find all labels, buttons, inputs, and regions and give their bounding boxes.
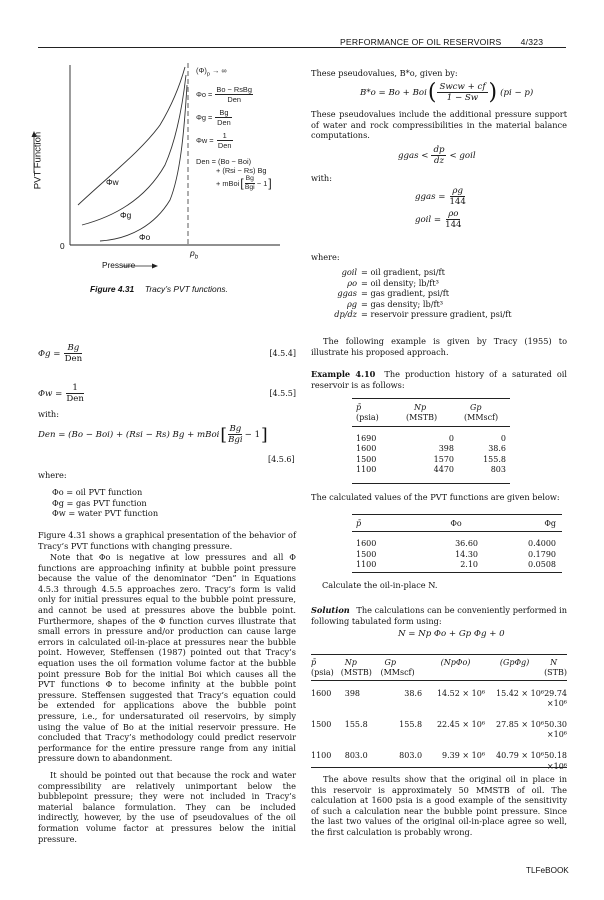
solution-label: Solution [311,605,350,615]
curve-label-w: Φw [106,177,119,187]
table-row: 1100 803.0 803.0 9.39 × 10⁶ 40.79 × 10⁶ 50.18 [311,751,567,761]
footer-brand: TLFeBOOK [526,866,569,875]
table1-bottom-rule [352,483,510,484]
table3-unit-gp: (MMscf) [380,668,415,678]
equation-4-5-5: Φw = 1 Den [4.5.5] [38,383,296,404]
den-annot-2: + (Rsi − Rs) Bg [216,166,267,176]
pseudovalue-equation: B*o = Bo + Boi ( Swcw + cf 1 − Sw ) (pi − p) [360,80,534,105]
table3-header-npphio: (NpΦo) [440,657,471,667]
table2-header-p: p̄ [356,518,362,528]
table3-header-np: Np [344,657,357,667]
table1-header-np: Np [414,402,427,412]
pseudovalues-explanation: These pseudovalues include the additional pressure support of water and rock compressibilities in the material balance computations. [311,109,567,141]
pb-limit-annot: $(\Phi)_p$ → ∞ [196,66,227,78]
header-rule [38,47,566,48]
oil-in-place-table: p̄ Np Gp (NpΦo) (GpΦg) N (psia) (MSTB) (MMscf) (STB) 1600 398 38.6 14.52 × 10⁶ 15.42 × 10⁶ 29.74 ×10⁶ 1500 155.8 155.8 22.45 × 10⁶ 27.85 × 10⁶ 50.30 ×10⁶ 1100 803.0 803.0 9.39 × 10⁶ 40.79 × 10⁶ 50.18 ×10⁶ [311,657,567,771]
curve-label-o: Φo [139,232,151,242]
figure-caption-label: Figure 4.31 [90,284,135,294]
table2-header-phi-g: Φg [544,518,556,528]
den-annot-1: Den = (Bo − Boi) [196,157,252,167]
table3-header-rule [311,680,567,681]
phi-g-annot: Φg = Bg Den [196,108,231,128]
table1-header-rule [352,426,510,427]
def-dpdz: dp/dz = reservoir pressure gradient, psi/ft [334,309,512,320]
table3-header-gpphig: (GpΦg) [499,657,530,667]
phi-w-curve [78,67,185,205]
ggas-equation: ggas = $\frac{\rho g}{144}$ [415,186,466,207]
curve-label-g: Φg [120,210,132,220]
def-phi-w: Φw = water PVT function [52,508,159,519]
def-rho-o: ρo = oil density; lb/ft³ [347,277,439,288]
definitions-list-left [52,487,158,519]
def-ggas: ggas = gas gradient, psi/ft [337,288,450,299]
table-row: 1600 36.60 0.4000 [356,539,556,549]
with-label-right: with: [311,173,332,183]
left-paragraph-2: Note that Φo is negative at low pressures and all Φ functions are approaching infinity at bubble point pressure because the value of the denominator “Den” in Equations 4.5.3 through 4.5.5 approaches zero. Tracy’s form is valid only for initial pressures equal to the bubble point pressure, and cannot be used at pressures above the bubble point. Furthermore, shapes of the Φ function curves illustrate that small errors in pressure and/or production can cause large errors in calculated oil-in-place at pressures near the bubble point. However, Steffensen (1987) pointed out that Tracy’s equation uses the oil formation volume factor at the bubble point pressure Bob for the initial Boi which causes all the PVT functions Φ to become infinity at the bubble point pressure. Steffensen suggested that Tracy’s equation could be extended for applications above the bubble point pressure, i.e., for undersaturated oil reservoirs, by simply using the value of Bo at the initial reservoir pressure. He concluded that Tracy’s methodology could predict reservoir performance for the entire pressure range from any initial pressure down to abandonment. [38,552,296,764]
den-equation: Den = (Bo − Boi) + (Rsi − Rs) Bg + mBoi [ Bg Bgi − 1 ] [38,424,268,445]
table3-header-p: p̄ [311,657,317,667]
pseudovalues-intro: These pseudovalues, B*o, given by: [311,68,458,78]
def-rho-g: ρg = gas density; lb/ft³ [346,298,444,309]
table2-bottom-rule [352,572,562,573]
table3-bottom-rule [311,767,567,768]
table1-unit-np: (MSTB) [406,413,438,423]
following-example-paragraph: The following example is given by Tracy (1955) to illustrate his proposed approach. [311,336,567,357]
table3-unit-np: (MSTB) [340,668,372,678]
table3-unit-p: (psia) [311,668,334,678]
table3-unit-n: (STB) [544,668,567,678]
left-paragraph-3: It should be pointed out that because the rock and water compressibility are relatively unimportant below the bubblepoint pressure; they were not included in Tracy’s material balance formulation. They can be included indirectly, however, by the use of pseudovalues of the oil formation volume factor at pressures below the initial pressure. [38,770,296,844]
table-row: 1600 398 38.6 14.52 × 10⁶ 15.42 × 10⁶ 29.74 [311,688,567,698]
definitions-list-right [311,267,567,320]
table3-header-n: N [550,657,558,667]
def-phi-o: Φo = oil PVT function [52,487,143,497]
x-arrow-icon [152,264,158,269]
table-row: 1500 155.8 155.8 22.45 × 10⁶ 27.85 × 10⁶ 50.30 [311,720,567,730]
left-paragraph-1: Figure 4.31 shows a graphical presentation of the behavior of Tracy’s PVT functions with changing pressure. [38,530,296,551]
table-row: 1690 0 0 [356,433,506,443]
running-title: PERFORMANCE OF OIL RESERVOIRS [340,37,502,47]
solution-equation: N = Np Φo + Gp Φg + 0 [398,629,505,639]
phi-w-annot: Φw = 1 Den [196,131,232,151]
table1-header-p: p̄ [356,402,362,412]
solution-text: The calculations can be conveniently performed in following tabulated form using: [311,605,567,626]
table-row: 1100 4470 803 [356,465,506,475]
figure-caption-text: Tracy’s PVT functions. [144,284,228,294]
table1-header-gp: Gp [470,402,482,412]
table-row: 1500 1570 155.8 [356,454,506,464]
figure-4-31 [30,55,302,300]
equation-4-5-4: Φg = Bg Den [4.5.4] [38,343,296,364]
origin-label: 0 [60,241,65,251]
table2-header-phi-o: Φo [450,518,462,528]
table1-unit-p: (psia) [356,413,379,423]
table1-top-rule [352,398,510,399]
den-annot-3: + mBoi [ Bg Bgi − 1 ] [216,175,272,191]
def-phi-g: Φg = gas PVT function [52,497,147,508]
example-4-10 [311,369,567,390]
calculate-oip-prompt: Calculate the oil-in-place N. [322,580,438,590]
table3-top-rule [311,654,567,655]
table3-header-gp: Gp [384,657,396,667]
y-axis-label: PVT Function [32,131,44,190]
pvt-values-table [356,518,556,570]
production-history-table [356,402,506,475]
table1-unit-gp: (MMscf) [464,413,499,423]
example-text: The production history of a saturated oil reservoir is as follows: [311,369,567,390]
phi-o-curve [100,85,187,241]
table-row: 1500 14.30 0.1790 [356,549,556,559]
goil-equation: goil = $\frac{\rho o}{144}$ [415,209,462,230]
table2-header-rule [352,531,562,532]
where-label-left: where: [38,470,67,480]
example-label: Example 4.10 [311,369,376,379]
pb-label: $p_b$ [190,248,199,261]
gradient-inequality: ggas < dp dz < goil [398,145,476,166]
solution-paragraph [311,605,567,626]
figure-caption [90,284,228,294]
where-label-right: where: [311,252,340,262]
running-header [340,37,543,47]
equation-number-4-5-6: [4.5.6] [268,455,295,464]
figure-annotations [196,66,306,191]
page-number: 4/323 [520,37,544,47]
conclusion-paragraph: The above results show that the original oil in place in this reservoir is approximately 50 MMSTB of oil. The calculation at 1600 psia is a good example of the sensitivity of such a calculation near the bubble point pressure. Since the last two values of the original oil-in-place agree so well, the first calculation is probably wrong. [311,774,567,837]
def-goil: goil = oil gradient, psi/ft [341,267,445,277]
phi-g-curve [82,75,186,225]
x-axis-label: Pressure [102,260,136,270]
table-row: 1100 2.10 0.0508 [356,560,556,570]
calculated-pvt-intro: The calculated values of the PVT functions are given below: [311,492,560,502]
table2-top-rule [352,514,562,515]
phi-o-annot: Φo = Bo − RsBg Den [196,85,252,105]
with-label-left: with: [38,409,59,419]
table-row: 1600 398 38.6 [356,444,506,454]
